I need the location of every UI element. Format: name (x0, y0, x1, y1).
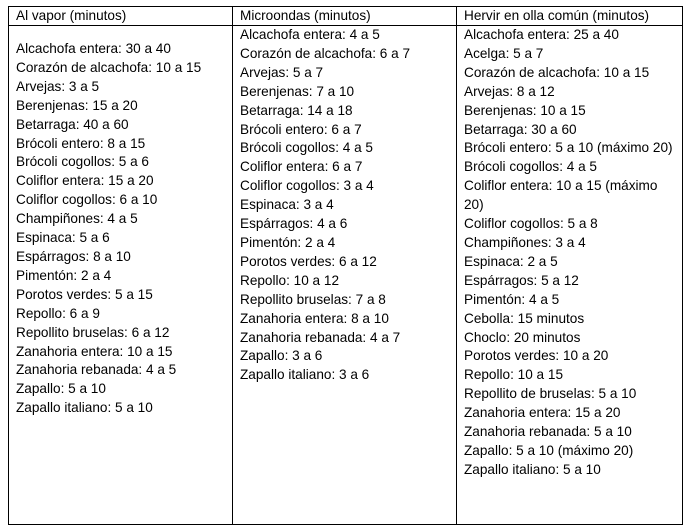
list-item: Zapallo italiano: 3 a 6 (240, 367, 370, 383)
list-item: Berenjenas: 15 a 20 (16, 97, 138, 113)
list-item: Espinaca: 5 a 6 (16, 230, 110, 246)
list-item: Cebolla: 15 minutos (464, 310, 585, 326)
steam-column (9, 26, 233, 525)
list-item: Brócoli cogollos: 5 a 6 (16, 154, 149, 170)
list-item: Coliflor entera: 10 a 15 (máximo 20) (464, 178, 658, 213)
list-item: Espárragos: 4 a 6 (240, 216, 348, 232)
list-item: Espárragos: 8 a 10 (16, 248, 131, 264)
cooking-times-table-wrapper (8, 6, 683, 525)
list-item: Arvejas: 8 a 12 (464, 83, 555, 99)
list-item: Acelga: 5 a 7 (464, 45, 544, 61)
list-item: Alcachofa entera: 25 a 40 (464, 27, 619, 42)
list-item: Coliflor entera: 6 a 7 (240, 159, 363, 175)
header-steam: Al vapor (minutos) (9, 7, 233, 26)
list-item: Zapallo: 3 a 6 (240, 348, 323, 364)
list-item: Alcachofa entera: 4 a 5 (240, 27, 380, 42)
list-item: Zapallo: 5 a 10 (16, 381, 106, 397)
list-item: Corazón de alcachofa: 10 a 15 (464, 64, 650, 80)
list-item: Zanahoria entera: 8 a 10 (240, 310, 389, 326)
header-row (9, 7, 683, 26)
list-item: Espinaca: 3 a 4 (240, 197, 334, 213)
list-item: Brócoli entero: 5 a 10 (máximo 20) (464, 140, 673, 156)
list-item: Zanahoria rebanada: 5 a 10 (464, 424, 632, 440)
list-item: Brócoli entero: 8 a 15 (16, 135, 146, 151)
list-item: Corazón de alcachofa: 6 a 7 (240, 45, 411, 61)
list-item: Champiñones: 3 a 4 (464, 234, 586, 250)
list-item: Porotos verdes: 6 a 12 (240, 253, 377, 269)
list-item: Zapallo italiano: 5 a 10 (16, 400, 153, 416)
list-item: Coliflor cogollos: 3 a 4 (240, 178, 374, 194)
list-item: Choclo: 20 minutos (464, 329, 581, 345)
list-item: Repollo: 10 a 15 (464, 367, 564, 383)
list-item: Repollito bruselas: 6 a 12 (16, 324, 170, 340)
boil-column (457, 26, 683, 525)
list-item: Coliflor cogollos: 5 a 8 (464, 216, 598, 232)
list-item: Espárragos: 5 a 12 (464, 272, 579, 288)
list-item: Repollito de bruselas: 5 a 10 (464, 386, 637, 402)
list-item: Pimentón: 2 a 4 (16, 267, 112, 283)
list-item: Arvejas: 5 a 7 (240, 64, 324, 80)
list-item: Zanahoria entera: 10 a 15 (16, 343, 173, 359)
list-item: Brócoli cogollos: 4 a 5 (464, 159, 597, 175)
microwave-column (233, 26, 457, 525)
list-item: Repollo: 6 a 9 (16, 305, 100, 321)
header-microwave: Microondas (minutos) (233, 7, 457, 26)
list-item: Alcachofa entera: 30 a 40 (16, 41, 171, 56)
list-item: Repollo: 10 a 12 (240, 272, 340, 288)
list-item: Zapallo italiano: 5 a 10 (464, 461, 601, 477)
list-item: Berenjenas: 10 a 15 (464, 102, 586, 118)
list-item: Betarraga: 14 a 18 (240, 102, 353, 118)
list-item: Corazón de alcachofa: 10 a 15 (16, 59, 202, 75)
list-item: Brócoli cogollos: 4 a 5 (240, 140, 373, 156)
list-item: Berenjenas: 7 a 10 (240, 83, 355, 99)
header-boil: Hervir en olla común (minutos) (457, 7, 683, 26)
list-item: Zanahoria rebanada: 4 a 5 (16, 362, 177, 378)
list-item: Betarraga: 30 a 60 (464, 121, 577, 137)
list-item: Arvejas: 3 a 5 (16, 78, 100, 94)
list-item: Pimentón: 2 a 4 (240, 234, 336, 250)
list-item: Pimentón: 4 a 5 (464, 291, 560, 307)
list-item: Espinaca: 2 a 5 (464, 253, 558, 269)
list-item: Zanahoria rebanada: 4 a 7 (240, 329, 401, 345)
list-item: Betarraga: 40 a 60 (16, 116, 129, 132)
cooking-times-table (8, 6, 683, 525)
list-item: Coliflor cogollos: 6 a 10 (16, 192, 158, 208)
list-item: Porotos verdes: 5 a 15 (16, 286, 153, 302)
list-item: Coliflor entera: 15 a 20 (16, 173, 154, 189)
list-item: Brócoli entero: 6 a 7 (240, 121, 362, 137)
list-item: Porotos verdes: 10 a 20 (464, 348, 609, 364)
list-item: Zanahoria entera: 15 a 20 (464, 405, 621, 421)
list-item: Champiñones: 4 a 5 (16, 211, 138, 227)
list-item: Repollito bruselas: 7 a 8 (240, 291, 386, 307)
list-item: Zapallo: 5 a 10 (máximo 20) (464, 442, 634, 458)
body-row (9, 26, 683, 525)
